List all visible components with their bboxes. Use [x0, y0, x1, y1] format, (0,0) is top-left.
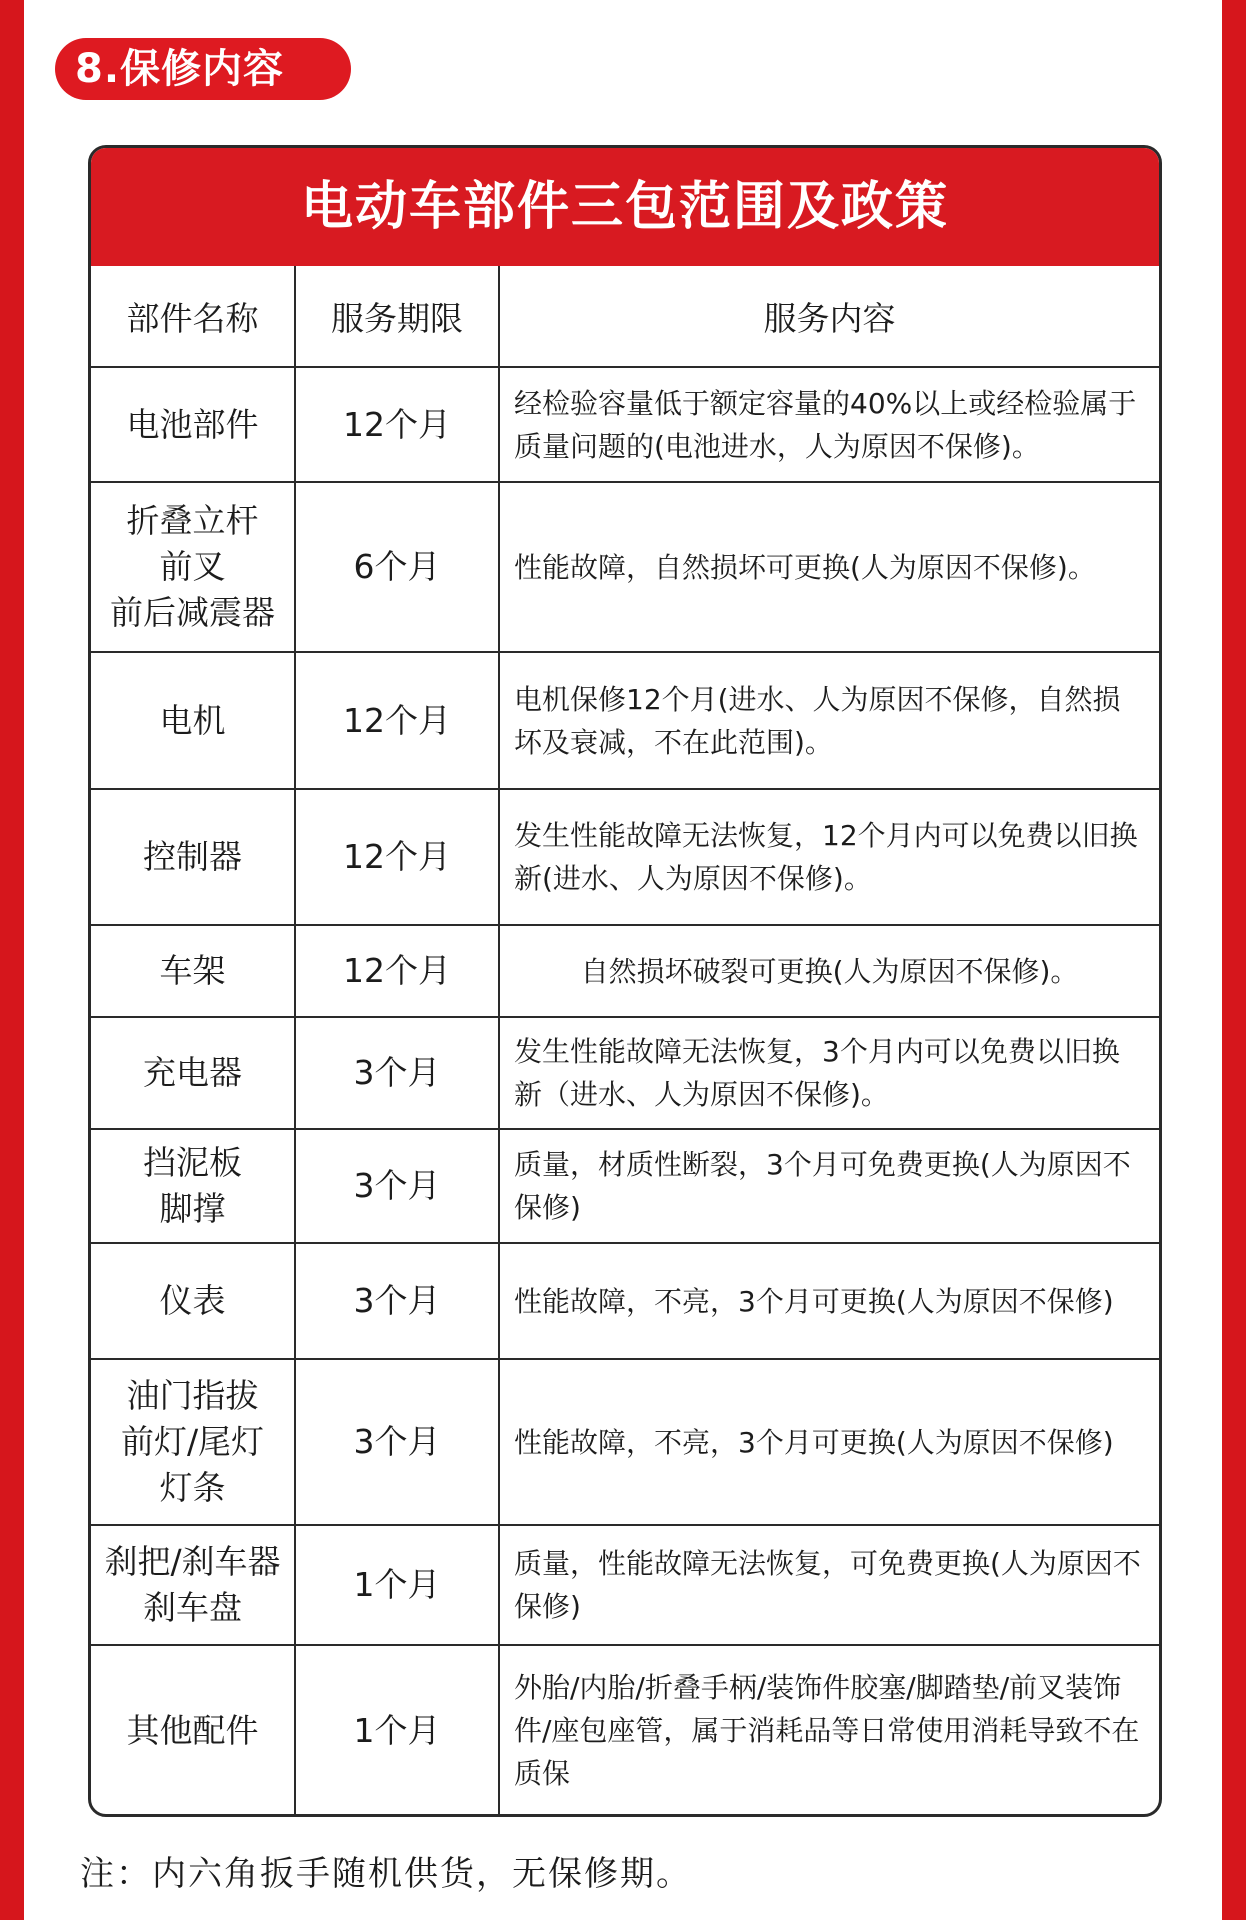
table-row [91, 1129, 1159, 1243]
part-name-line: 灯条 [159, 1468, 226, 1507]
period-cell: 3个月 [295, 1129, 499, 1243]
period-cell: 12个月 [295, 789, 499, 925]
period-cell: 1个月 [295, 1525, 499, 1645]
table-title: 电动车部件三包范围及政策 [91, 148, 1159, 266]
part-name-cell [91, 1129, 295, 1243]
content-cell: 质量，性能故障无法恢复，可免费更换(人为原因不保修) [499, 1525, 1159, 1645]
part-name-cell [91, 1359, 295, 1525]
table-row [91, 1243, 1159, 1359]
table-row [91, 1645, 1159, 1815]
header-service-period: 服务期限 [295, 266, 499, 367]
left-red-border [0, 0, 24, 1920]
table-row [91, 652, 1159, 789]
warranty-table-card [88, 145, 1162, 1817]
footnote: 注：内六角扳手随机供货，无保修期。 [80, 1854, 692, 1894]
content-cell: 性能故障，不亮，3个月可更换(人为原因不保修) [499, 1359, 1159, 1525]
part-name-line: 折叠立杆 [126, 501, 259, 540]
period-cell: 1个月 [295, 1645, 499, 1815]
content-cell: 发生性能故障无法恢复，12个月内可以免费以旧换新(进水、人为原因不保修)。 [499, 789, 1159, 925]
part-name-line: 其他配件 [126, 1710, 259, 1750]
part-name-cell [91, 1525, 295, 1645]
table-header-row [91, 266, 1159, 367]
part-name-line: 充电器 [143, 1053, 242, 1092]
part-name-cell [91, 1243, 295, 1359]
part-name-line: 控制器 [143, 837, 242, 876]
part-name-line: 仪表 [159, 1281, 226, 1320]
part-name-cell [91, 925, 295, 1017]
right-red-border [1222, 0, 1246, 1920]
content-cell: 经检验容量低于额定容量的40%以上或经检验属于质量问题的(电池进水，人为原因不保修)。 [499, 367, 1159, 482]
part-name-cell [91, 482, 295, 652]
part-name-line: 电机 [159, 700, 226, 740]
part-name-line: 前后减震器 [110, 593, 275, 632]
header-part-name: 部件名称 [91, 266, 295, 367]
period-cell: 3个月 [295, 1017, 499, 1129]
table-row [91, 1525, 1159, 1645]
part-name-line: 挡泥板 [143, 1143, 242, 1182]
table-row [91, 1017, 1159, 1129]
part-name-line: 前叉 [159, 547, 226, 586]
content-cell: 外胎/内胎/折叠手柄/装饰件胶塞/脚踏垫/前叉装饰件/座包座管，属于消耗品等日常使用消耗导致不在质保 [499, 1645, 1159, 1815]
period-cell: 12个月 [295, 367, 499, 482]
part-name-cell [91, 1017, 295, 1129]
table-row [91, 482, 1159, 652]
warranty-table [91, 266, 1159, 1815]
part-name-cell [91, 1645, 295, 1815]
header-service-content: 服务内容 [499, 266, 1159, 367]
part-name-line: 脚撑 [159, 1189, 226, 1228]
content-cell: 质量，材质性断裂，3个月可免费更换(人为原因不保修) [499, 1129, 1159, 1243]
period-cell: 12个月 [295, 652, 499, 789]
content-cell: 自然损坏破裂可更换(人为原因不保修)。 [499, 925, 1159, 1017]
table-row [91, 1359, 1159, 1525]
content-cell: 性能故障，不亮，3个月可更换(人为原因不保修) [499, 1243, 1159, 1359]
part-name-line: 前灯/尾灯 [120, 1422, 265, 1461]
table-row [91, 789, 1159, 925]
part-name-line: 刹把/刹车器 [104, 1542, 281, 1581]
content-cell: 性能故障，自然损坏可更换(人为原因不保修)。 [499, 482, 1159, 652]
period-cell: 12个月 [295, 925, 499, 1017]
part-name-line: 刹车盘 [143, 1588, 242, 1627]
period-cell: 3个月 [295, 1359, 499, 1525]
content-cell: 电机保修12个月(进水、人为原因不保修，自然损坏及衰减，不在此范围)。 [499, 652, 1159, 789]
section-tag: 8.保修内容 [55, 38, 351, 100]
part-name-line: 电池部件 [126, 404, 259, 444]
period-cell: 3个月 [295, 1243, 499, 1359]
table-row [91, 367, 1159, 482]
part-name-cell [91, 789, 295, 925]
part-name-line: 油门指拔 [126, 1376, 259, 1415]
part-name-cell [91, 367, 295, 482]
content-cell: 发生性能故障无法恢复，3个月内可以免费以旧换新（进水、人为原因不保修)。 [499, 1017, 1159, 1129]
period-cell: 6个月 [295, 482, 499, 652]
part-name-cell [91, 652, 295, 789]
table-row [91, 925, 1159, 1017]
part-name-line: 车架 [159, 951, 226, 990]
